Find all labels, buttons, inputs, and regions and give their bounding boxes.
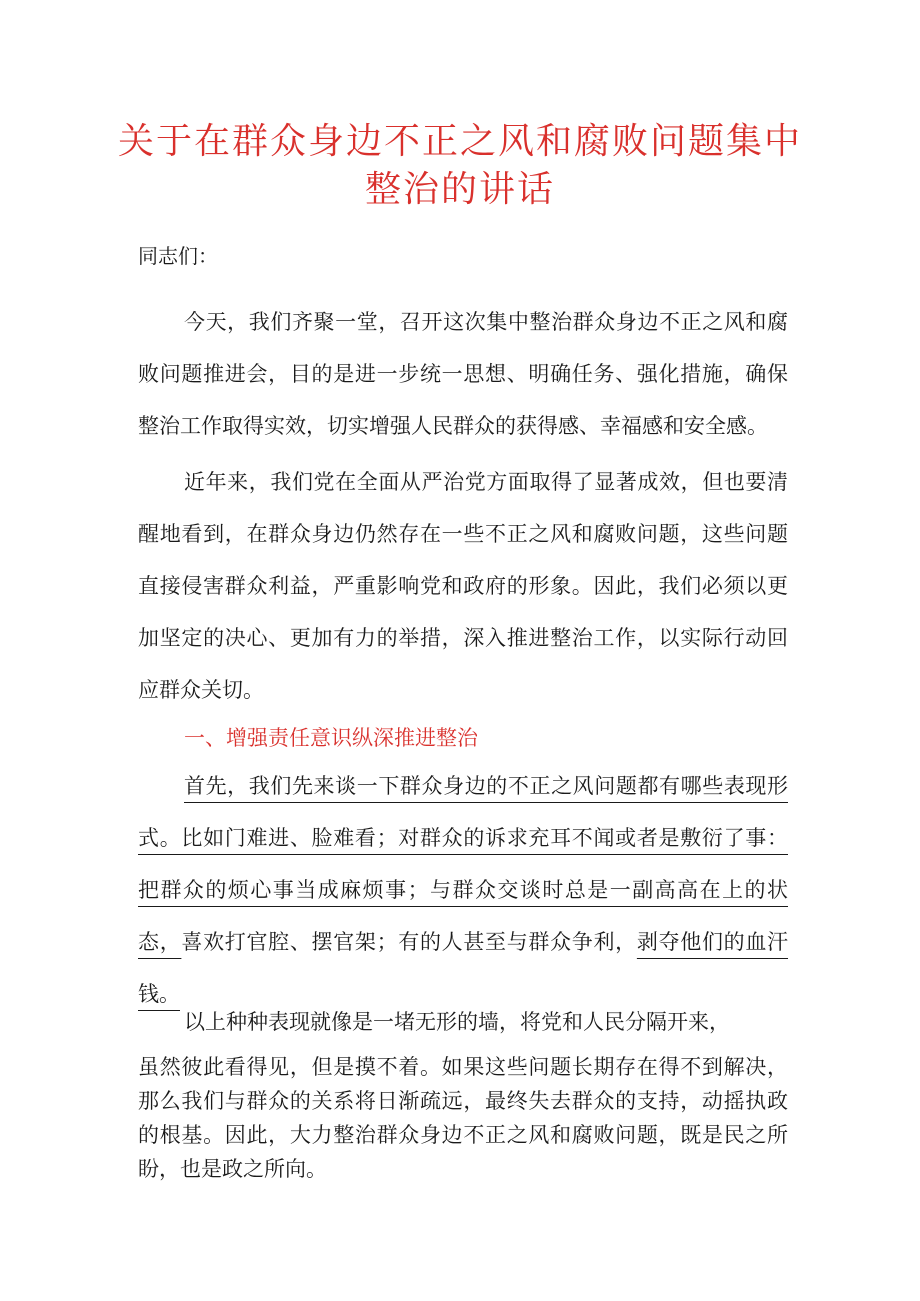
paragraph-manifestations	[138, 760, 788, 1020]
paragraph-intro: 今天，我们齐聚一堂，召开这次集中整治群众身边不正之风和腐败问题推进会，目的是进一步统一思想、明确任务、强化措施，确保整治工作取得实效，切实增强人民群众的获得感、幸福感和安全感。	[138, 310, 788, 438]
plain-text: 喜欢打官腔、摆官架；有的人甚至与群众争利，	[181, 930, 637, 954]
underlined-text: 首先，我们先来谈一下群众身边的不正之风问题都有哪些表现形式。比如门难进、脸难看；对群众的诉求充耳不闻或者是敷衍了事：把群众的烦心事当成麻烦事；与群众交谈时总是一副高高在上的状态，	[138, 774, 788, 954]
paragraph-conclusion-first-line: 以上种种表现就像是一堵无形的墙，将党和人民分隔开来，	[184, 1010, 730, 1034]
document-title-line2: 整治的讲话	[364, 169, 555, 210]
paragraph-conclusion: 虽然彼此看得见，但是摸不着。如果这些问题长期存在得不到解决，那么我们与群众的关系将日渐疏远，最终失去群众的支持，动摇执政的根基。因此，大力整治群众身边不正之风和腐败问题，既是民之所盼，也是政之所向。	[138, 1055, 788, 1181]
salutation: 同志们：	[138, 244, 218, 268]
document-title-line1: 关于在群众身边不正之风和腐败问题集中	[117, 121, 802, 162]
paragraph-context: 近年来，我们党在全面从严治党方面取得了显著成效，但也要清醒地看到，在群众身边仍然存在一些不正之风和腐败问题，这些问题直接侵害群众利益，严重影响党和政府的形象。因此，我们必须以更加坚定的决心、更加有力的举措，深入推进整治工作，以实际行动回应群众关切。	[138, 470, 788, 702]
section-heading-1: 一、增强责任意识纵深推进整治	[184, 726, 478, 750]
underlined-text: 剥夺他们的血汗钱。	[138, 930, 789, 1006]
